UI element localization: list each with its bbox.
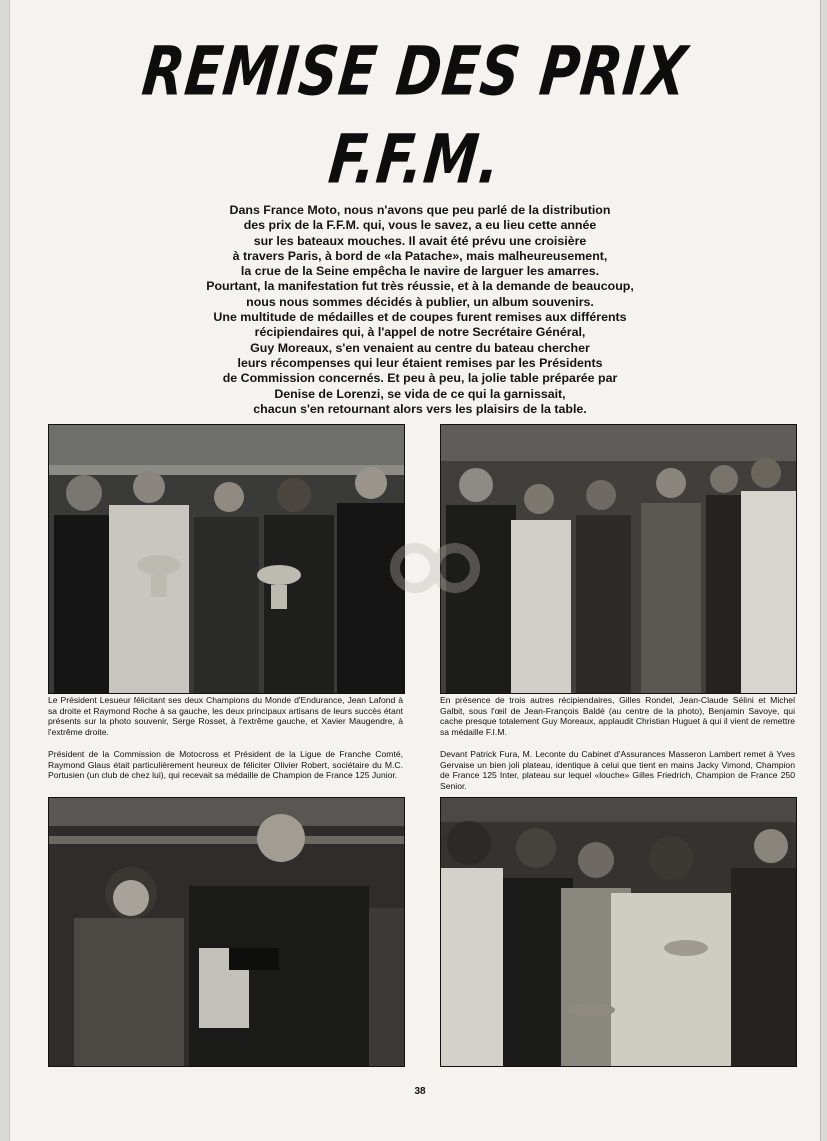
caption-top-left: Le Président Lesueur félicitant ses deux Champions du Monde d'Endurance, Jean Lafond à sa droite et Raymond Roche à sa gauche, les deux principaux artisans de leurs succès étant présents sur la photo souvenir, Serge Rosset, à l'extrême gauche, et Xavier Maugendre, à l'extrême droite. [48, 695, 403, 737]
intro-line: récipiendaires qui, à l'appel de notre Secrétaire Général, [254, 325, 586, 340]
page-number: 38 [414, 1086, 426, 1097]
photo-trophy-plates [440, 797, 797, 1067]
intro-line: sur les bateaux mouches. Il avait été prévu une croisière [253, 233, 587, 248]
article-title-line1: REMISE DES PRIX [138, 32, 692, 111]
intro-line: Denise de Lorenzi, se vida de ce qui la garnissait, [274, 386, 566, 401]
intro-line: à travers Paris, à bord de «la Patache», mais malheureusement, [232, 248, 608, 263]
intro-line: des prix de la F.F.M. qui, vous le savez, a eu lieu cette année [243, 218, 597, 233]
intro-paragraph [180, 203, 660, 417]
photo-junior-medal [48, 797, 405, 1067]
caption-bottom-right: Devant Patrick Fura, M. Leconte du Cabinet d'Assurances Masseron Lambert remet à Yves Gervaise un bien joli plateau, identique à celui que tient en mains Jacky Vimond, Champion de France 125 Inter, plateau sur lequel «louche» Gilles Friedrich, Champion de France 250 Senior. [440, 749, 795, 791]
intro-line: Pourtant, la manifestation fut très réussie, et à la demande de beaucoup, [206, 279, 634, 294]
intro-line: leurs récompenses qui leur étaient remises par les Présidents [237, 355, 603, 370]
intro-line: Guy Moreaux, s'en venaient au centre du bateau chercher [250, 340, 590, 355]
intro-line: Dans France Moto, nous n'avons que peu parlé de la distribution [229, 203, 611, 217]
intro-line: chacun s'en retournant alors vers les plaisirs de la table. [253, 401, 587, 416]
intro-line: Une multitude de médailles et de coupes furent remises aux différents [213, 310, 627, 325]
magazine-page [10, 0, 820, 1141]
intro-line: la crue de la Seine empêcha le navire de larguer les amarres. [240, 264, 600, 279]
photo-trophy-presentation [48, 424, 405, 694]
caption-top-right: En présence de trois autres récipiendaires, Gilles Rondel, Jean-Claude Sélini et Michel Galbit, sous l'œil de Jean-François Baldé (au centre de la photo), Benjamin Savoye, qui cache presque totalement Guy Moreaux, applaudit Christian Huguet à qui il vient de remettre sa médaille F.I.M. [440, 695, 795, 737]
article-title-line2: F.F.M. [325, 120, 505, 199]
photo-medal-applause [440, 424, 797, 694]
intro-line: de Commission concernés. Et peu à peu, la jolie table préparée par [222, 371, 618, 386]
intro-line: nous nous sommes décidés à publier, un album souvenirs. [246, 294, 594, 309]
caption-bottom-left: Président de la Commission de Motocross et Président de la Ligue de Franche Comté, Raymond Glaus était particulièrement heureux de féliciter Olivier Robert, sociétaire du M.C. Portusien (un club de chez lui), qui recevait sa médaille de Champion de France 125 Junior. [48, 749, 403, 781]
